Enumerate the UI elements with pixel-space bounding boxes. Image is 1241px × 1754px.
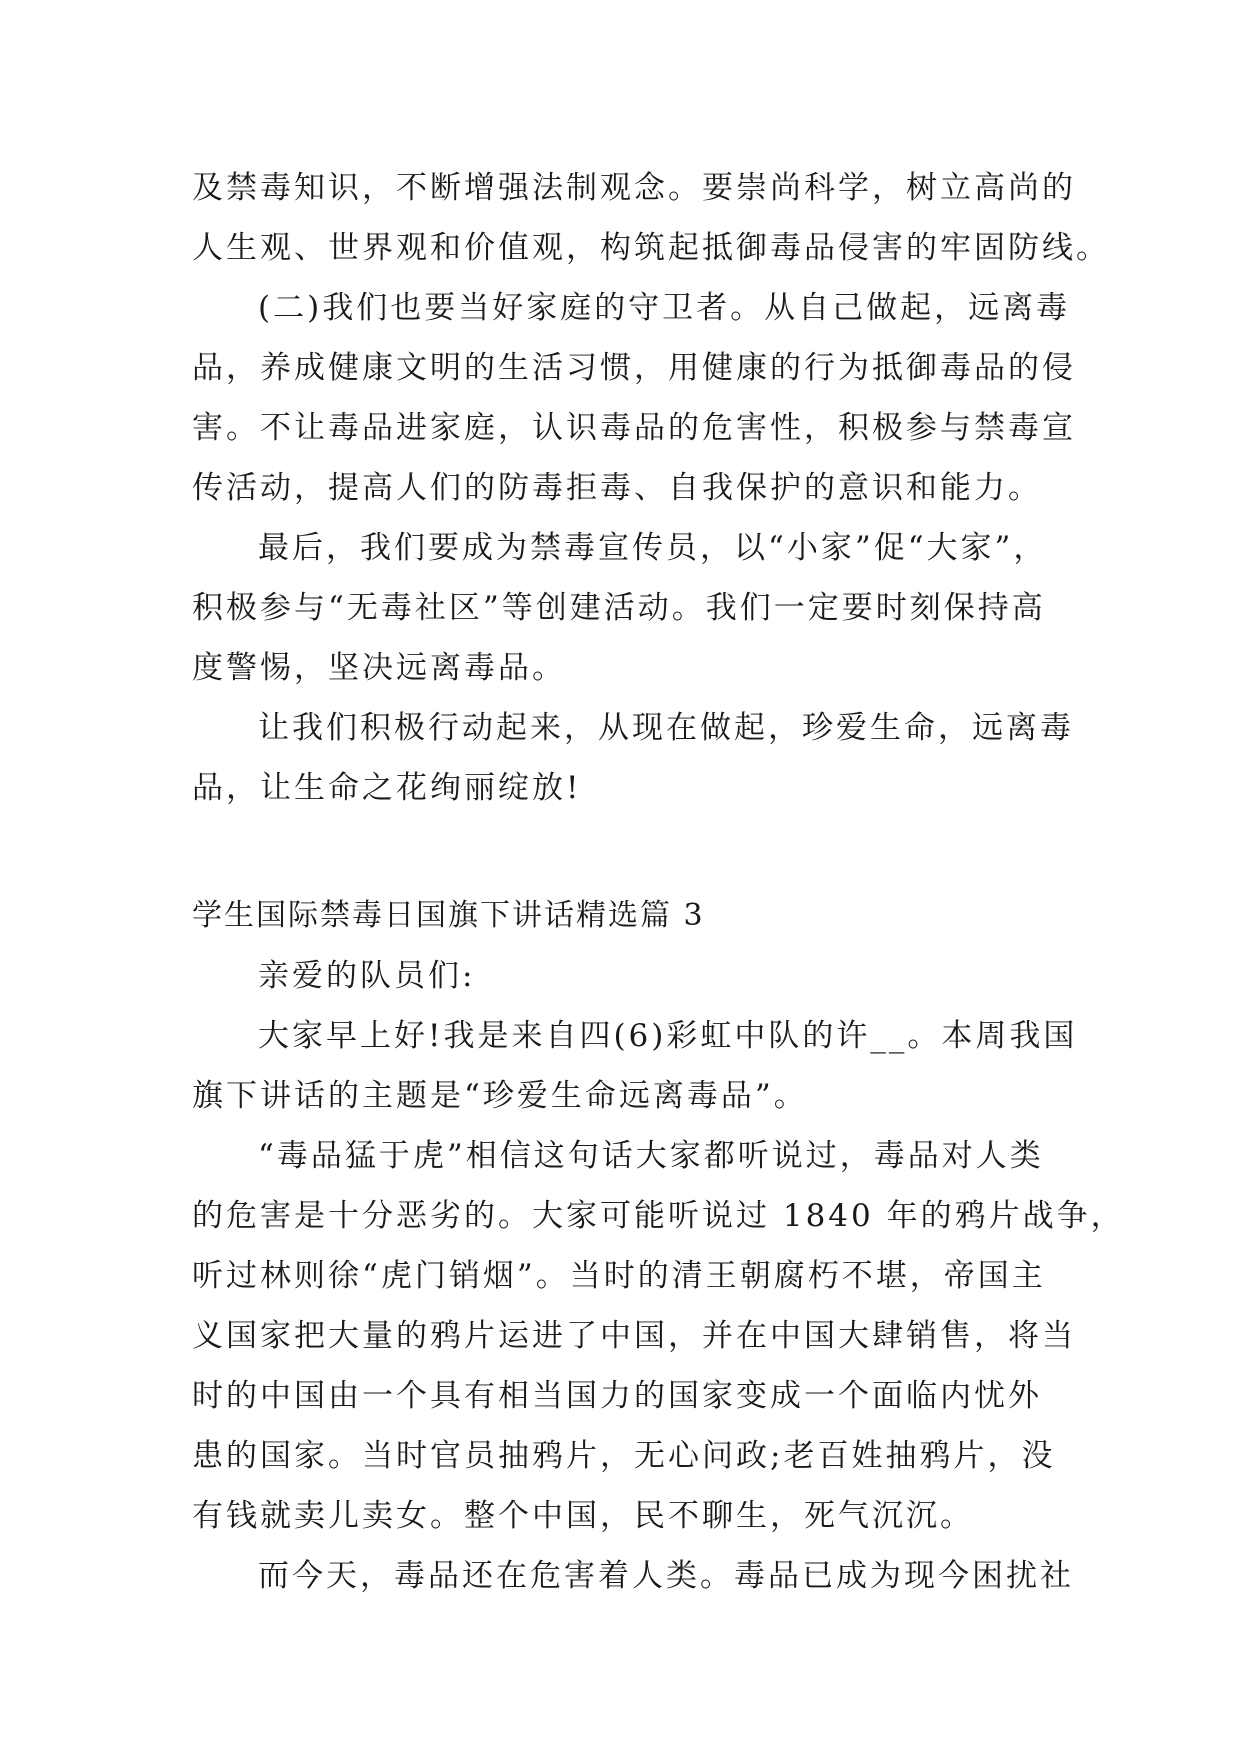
paragraph-call-to-action [192,698,1072,818]
text-line: 义国家把大量的鸦片运进了中国，并在中国大肆销售，将当 [192,1318,1076,1354]
text-line: 品，养成健康文明的生活习惯，用健康的行为抵御毒品的侵 [192,350,1076,386]
section-title: 学生国际禁毒日国旗下讲话精选篇 3 [192,898,705,933]
text-line: 人生观、世界观和价值观，构筑起抵御毒品侵害的牢固防线。 [192,230,1110,266]
text-line: 旗下讲话的主题是“珍爱生命远离毒品”。 [192,1078,808,1114]
paragraph-history [192,1126,1125,1546]
paragraph-propagandist [192,518,1072,698]
paragraph-greeting [192,946,1072,1006]
text-line: 传活动，提高人们的防毒拒毒、自我保护的意识和能力。 [192,470,1042,506]
text-line: (二)我们也要当好家庭的守卫者。从自己做起，远离毒 [258,290,1071,326]
text-line: 大家早上好!我是来自四(6)彩虹中队的许__。本周我国 [258,1018,1078,1054]
text-line: 有钱就卖儿卖女。整个中国，民不聊生，死气沉沉。 [192,1498,974,1534]
paragraph-today [192,1546,1072,1606]
text-line: 最后，我们要成为禁毒宣传员，以“小家”促“大家”， [258,530,1048,566]
text-line: 而今天，毒品还在危害着人类。毒品已成为现今困扰社 [258,1558,1074,1594]
text-line: 让我们积极行动起来，从现在做起，珍爱生命，远离毒 [258,710,1074,746]
text-line: 度警惕，坚决远离毒品。 [192,650,566,686]
text-line: 积极参与“无毒社区”等创建活动。我们一定要时刻保持高 [192,590,1046,626]
text-line: 及禁毒知识，不断增强法制观念。要崇尚科学，树立高尚的 [192,170,1076,206]
text-line: 听过林则徐“虎门销烟”。当时的清王朝腐朽不堪，帝国主 [192,1258,1046,1294]
text-line: 害。不让毒品进家庭，认识毒品的危害性，积极参与禁毒宣 [192,410,1076,446]
text-line: 品，让生命之花绚丽绽放! [192,770,582,806]
text-line: 的危害是十分恶劣的。大家可能听说过 1840 年的鸦片战争， [192,1198,1125,1234]
document-body [192,158,1125,1606]
paragraph-drug-knowledge [192,158,1110,278]
paragraph-family-guardian [192,278,1076,518]
text-line: 患的国家。当时官员抽鸦片，无心问政;老百姓抽鸦片，没 [192,1438,1056,1474]
text-line: 亲爱的队员们: [258,958,476,994]
paragraph-introduction [192,1006,1078,1126]
text-line: 时的中国由一个具有相当国力的国家变成一个面临内忧外 [192,1378,1042,1414]
text-line: “毒品猛于虎”相信这句话大家都听说过，毒品对人类 [258,1138,1044,1174]
section-gap [192,818,1072,886]
